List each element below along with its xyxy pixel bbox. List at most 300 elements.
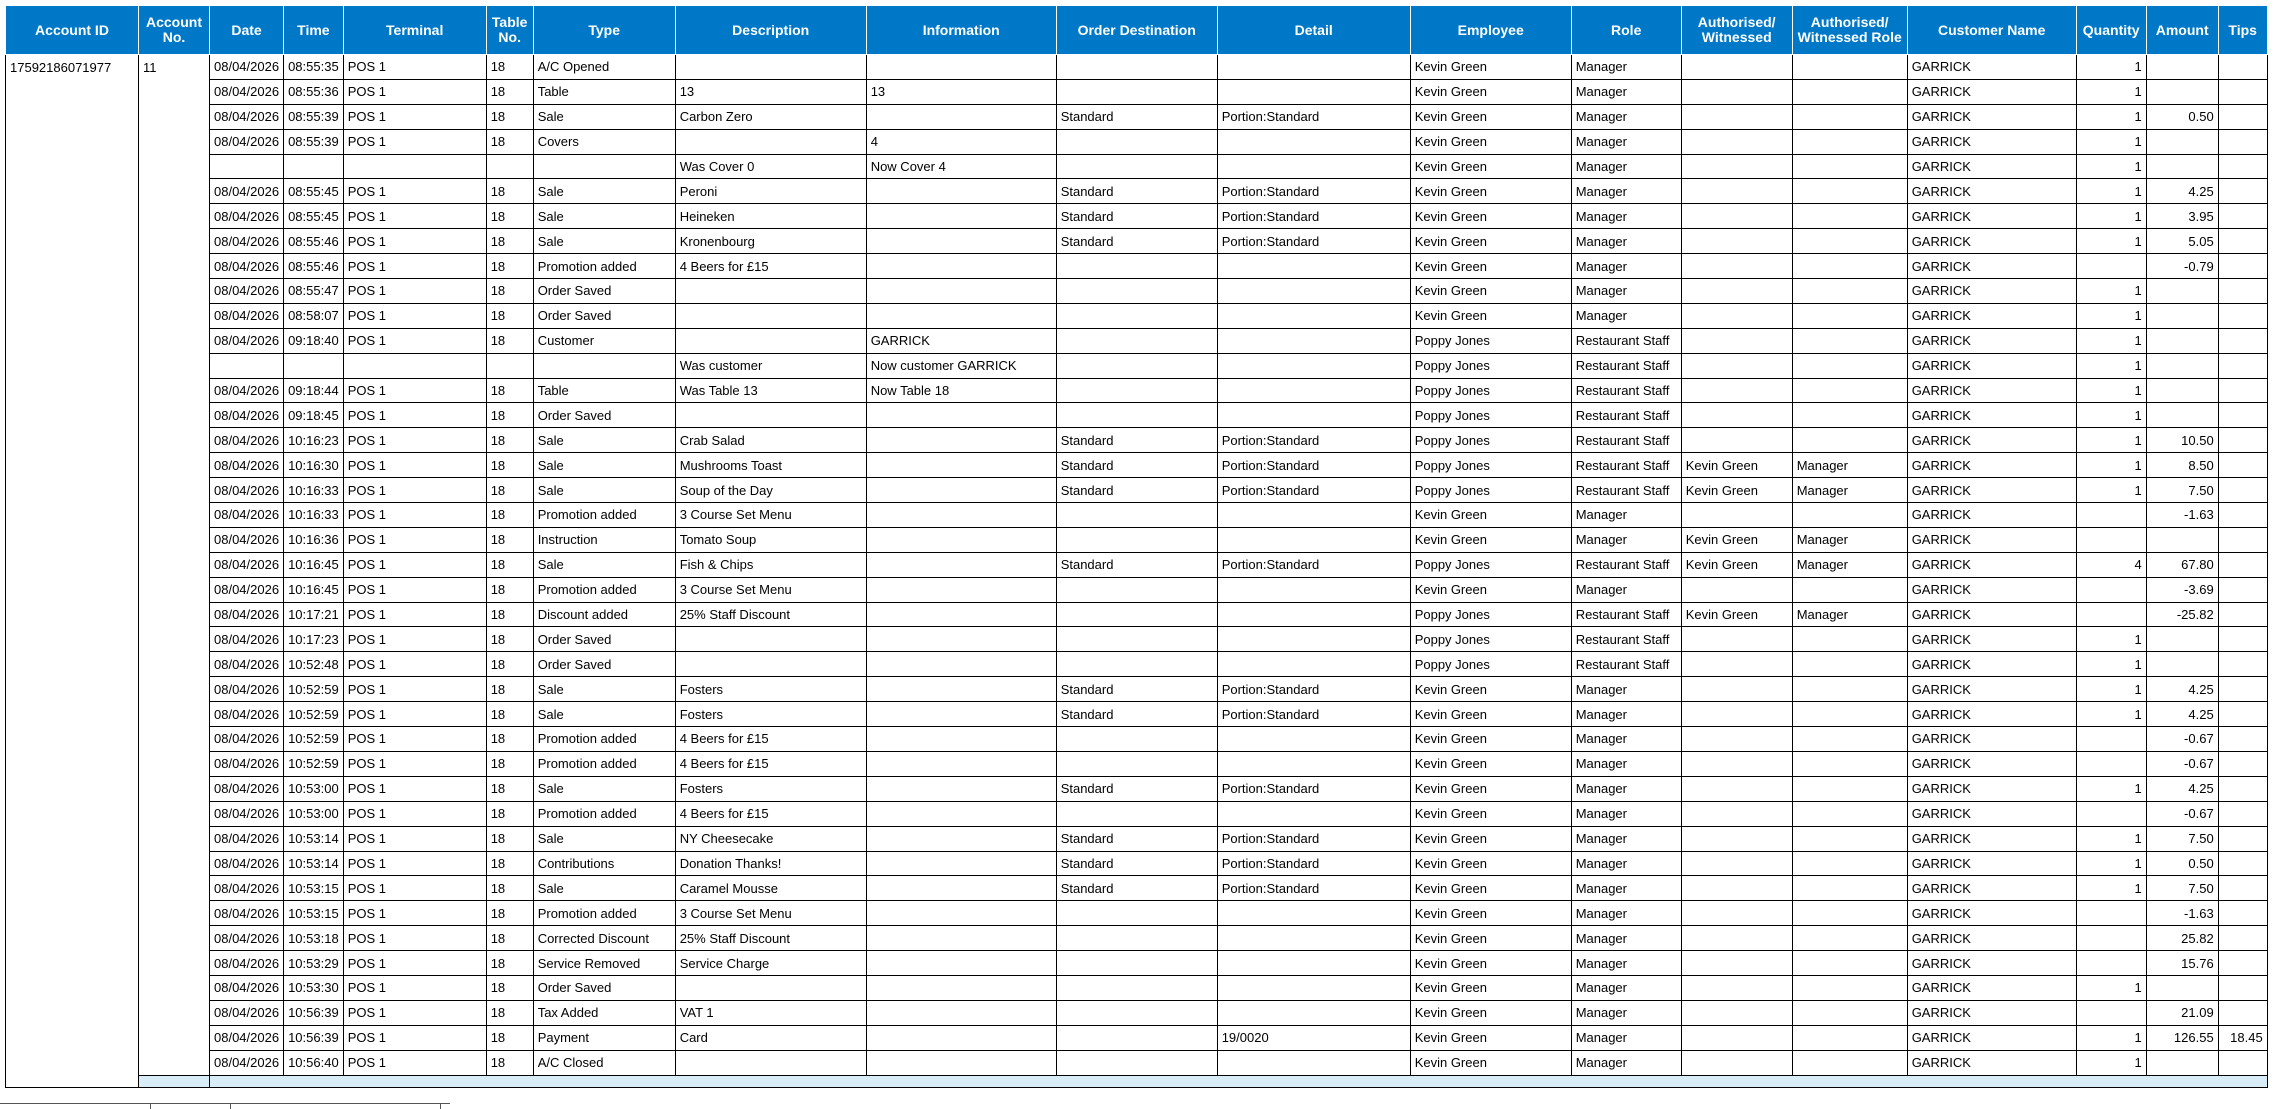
column-header[interactable]: Authorised/ Witnessed [1681, 6, 1792, 55]
table-cell: 08:55:47 [284, 279, 344, 304]
table-cell: 08/04/2026 [210, 727, 284, 752]
table-cell: 09:18:45 [284, 403, 344, 428]
table-row[interactable] [6, 702, 2268, 727]
table-row[interactable] [6, 951, 2268, 976]
column-header[interactable]: Information [866, 6, 1056, 55]
table-cell [2146, 403, 2218, 428]
table-row[interactable] [6, 751, 2268, 776]
table-cell [1056, 55, 1217, 80]
table-cell: Sale [533, 179, 675, 204]
table-row[interactable] [6, 55, 2268, 80]
table-cell: GARRICK [1907, 901, 2076, 926]
table-row[interactable] [6, 179, 2268, 204]
table-cell [1056, 577, 1217, 602]
table-cell: Portion:Standard [1217, 428, 1410, 453]
table-cell: 18 [486, 527, 533, 552]
table-row[interactable] [6, 79, 2268, 104]
table-row[interactable] [6, 602, 2268, 627]
table-cell: Portion:Standard [1217, 453, 1410, 478]
table-cell: 7.50 [2146, 826, 2218, 851]
table-cell: POS 1 [343, 104, 486, 129]
table-cell: GARRICK [1907, 254, 2076, 279]
table-cell: GARRICK [1907, 801, 2076, 826]
table-cell: 4.25 [2146, 179, 2218, 204]
table-cell [1681, 876, 1792, 901]
table-cell: 1 [2076, 876, 2146, 901]
table-row[interactable] [6, 901, 2268, 926]
table-cell: Heineken [675, 204, 866, 229]
table-cell: Portion:Standard [1217, 876, 1410, 901]
table-cell [2146, 652, 2218, 677]
table-cell: Kevin Green [1410, 527, 1571, 552]
table-cell: 18 [486, 951, 533, 976]
table-cell: GARRICK [1907, 602, 2076, 627]
table-cell [2146, 79, 2218, 104]
table-cell: 10:56:39 [284, 1025, 344, 1050]
table-cell: 18.45 [2218, 1025, 2267, 1050]
table-cell: Kevin Green [1410, 1025, 1571, 1050]
table-row[interactable] [6, 303, 2268, 328]
table-cell: Sale [533, 428, 675, 453]
table-cell: GARRICK [1907, 577, 2076, 602]
column-header[interactable]: Order Destination [1056, 6, 1217, 55]
table-cell [1681, 1025, 1792, 1050]
table-cell [675, 328, 866, 353]
table-row[interactable] [6, 1000, 2268, 1025]
table-row[interactable] [6, 478, 2268, 503]
table-cell [1792, 79, 1907, 104]
table-cell: Manager [1571, 677, 1681, 702]
footer-spacer [139, 1075, 210, 1087]
table-row[interactable] [6, 279, 2268, 304]
table-cell: 10:16:45 [284, 552, 344, 577]
table-cell: 08:55:35 [284, 55, 344, 80]
table-cell: 1 [2076, 652, 2146, 677]
table-cell: 08/04/2026 [210, 527, 284, 552]
table-cell [2218, 55, 2267, 80]
table-cell [1681, 826, 1792, 851]
table-cell: POS 1 [343, 79, 486, 104]
table-cell: 18 [486, 552, 533, 577]
table-cell [1681, 851, 1792, 876]
table-cell [1217, 79, 1410, 104]
table-cell: Standard [1056, 179, 1217, 204]
table-cell: Manager [1571, 104, 1681, 129]
table-cell [1681, 951, 1792, 976]
table-cell: POS 1 [343, 951, 486, 976]
table-cell: Kevin Green [1410, 55, 1571, 80]
column-header[interactable]: Detail [1217, 6, 1410, 55]
table-cell: 08:55:45 [284, 204, 344, 229]
table-cell [866, 254, 1056, 279]
table-cell: 08/04/2026 [210, 503, 284, 528]
table-cell: Was Cover 0 [675, 154, 866, 179]
table-cell: Manager [1792, 602, 1907, 627]
table-cell [1792, 901, 1907, 926]
table-cell: 4 Beers for £15 [675, 254, 866, 279]
table-cell: Kevin Green [1410, 926, 1571, 951]
table-cell: 1 [2076, 975, 2146, 1000]
table-cell [675, 403, 866, 428]
table-cell [2218, 254, 2267, 279]
table-cell [2218, 104, 2267, 129]
column-header[interactable]: Customer Name [1907, 6, 2076, 55]
table-cell: POS 1 [343, 702, 486, 727]
table-cell: 0.50 [2146, 851, 2218, 876]
table-cell: 18 [486, 453, 533, 478]
table-cell [2218, 229, 2267, 254]
table-cell: Manager [1571, 1050, 1681, 1075]
table-cell [2218, 801, 2267, 826]
table-cell: Kevin Green [1410, 901, 1571, 926]
table-cell [2218, 478, 2267, 503]
table-cell [1681, 627, 1792, 652]
table-cell [533, 353, 675, 378]
table-cell: Standard [1056, 851, 1217, 876]
table-cell [1056, 1025, 1217, 1050]
table-cell [866, 279, 1056, 304]
table-cell: Manager [1571, 303, 1681, 328]
table-row[interactable] [6, 926, 2268, 951]
table-cell [2076, 503, 2146, 528]
table-cell [2146, 279, 2218, 304]
table-cell [1681, 801, 1792, 826]
table-cell: Sale [533, 702, 675, 727]
table-cell [1792, 627, 1907, 652]
table-cell [2218, 776, 2267, 801]
table-cell: Tomato Soup [675, 527, 866, 552]
table-row[interactable] [6, 403, 2268, 428]
table-cell: POS 1 [343, 204, 486, 229]
table-cell: 10:16:23 [284, 428, 344, 453]
table-cell [1056, 975, 1217, 1000]
column-header[interactable]: Amount [2146, 6, 2218, 55]
table-cell: Mushrooms Toast [675, 453, 866, 478]
table-cell: 10:53:29 [284, 951, 344, 976]
column-header[interactable]: Type [533, 6, 675, 55]
table-cell [1217, 577, 1410, 602]
table-cell: Kevin Green [1410, 851, 1571, 876]
table-row[interactable] [6, 876, 2268, 901]
table-cell: Now Cover 4 [866, 154, 1056, 179]
table-row[interactable] [6, 552, 2268, 577]
table-cell [1681, 652, 1792, 677]
column-header[interactable]: Role [1571, 6, 1681, 55]
table-cell [2218, 652, 2267, 677]
table-row[interactable] [6, 577, 2268, 602]
table-cell [866, 951, 1056, 976]
table-cell: Kevin Green [1410, 1050, 1571, 1075]
table-cell: Kevin Green [1681, 552, 1792, 577]
table-cell [1217, 328, 1410, 353]
table-cell: 10:53:00 [284, 776, 344, 801]
table-row[interactable] [6, 229, 2268, 254]
table-cell [1792, 876, 1907, 901]
table-cell: GARRICK [1907, 552, 2076, 577]
table-row[interactable] [6, 353, 2268, 378]
table-cell: 4 [866, 129, 1056, 154]
table-cell: 08/04/2026 [210, 1000, 284, 1025]
table-cell: 1 [2076, 353, 2146, 378]
table-cell: 18 [486, 776, 533, 801]
table-cell: 08/04/2026 [210, 801, 284, 826]
table-cell [1056, 527, 1217, 552]
table-cell: Restaurant Staff [1571, 353, 1681, 378]
table-cell: 4 Beers for £15 [675, 801, 866, 826]
column-header[interactable]: Account ID [6, 6, 139, 55]
table-cell: Was customer [675, 353, 866, 378]
table-row[interactable] [6, 154, 2268, 179]
table-cell: 18 [486, 702, 533, 727]
table-row[interactable] [6, 527, 2268, 552]
table-cell [1792, 801, 1907, 826]
table-cell: Manager [1571, 279, 1681, 304]
table-cell [1681, 129, 1792, 154]
table-row[interactable] [6, 503, 2268, 528]
table-cell [1217, 353, 1410, 378]
table-cell: Poppy Jones [1410, 478, 1571, 503]
table-cell [1217, 279, 1410, 304]
table-row[interactable] [6, 801, 2268, 826]
table-cell: 10:16:33 [284, 503, 344, 528]
table-cell: GARRICK [1907, 727, 2076, 752]
table-cell: 1 [2076, 154, 2146, 179]
table-row[interactable] [6, 652, 2268, 677]
table-cell: Manager [1792, 453, 1907, 478]
table-cell [1217, 403, 1410, 428]
table-cell: POS 1 [343, 776, 486, 801]
table-row[interactable] [6, 453, 2268, 478]
table-cell [866, 975, 1056, 1000]
table-row[interactable] [6, 104, 2268, 129]
table-cell [866, 1000, 1056, 1025]
table-cell: 18 [486, 303, 533, 328]
table-cell: GARRICK [1907, 229, 2076, 254]
table-cell [1681, 503, 1792, 528]
table-cell: 08/04/2026 [210, 129, 284, 154]
table-cell [1217, 129, 1410, 154]
table-cell: GARRICK [1907, 104, 2076, 129]
table-cell: GARRICK [1907, 751, 2076, 776]
horizontal-scrollbar[interactable] [0, 1103, 450, 1109]
table-cell [1681, 328, 1792, 353]
table-cell [2218, 851, 2267, 876]
table-cell: Promotion added [533, 254, 675, 279]
table-cell: POS 1 [343, 926, 486, 951]
table-cell: 08/04/2026 [210, 627, 284, 652]
column-header[interactable]: Description [675, 6, 866, 55]
table-row[interactable] [6, 1025, 2268, 1050]
table-row[interactable] [6, 851, 2268, 876]
table-row[interactable] [6, 428, 2268, 453]
table-cell: Kevin Green [1410, 677, 1571, 702]
table-cell: Sale [533, 876, 675, 901]
table-cell: 3.95 [2146, 204, 2218, 229]
table-row[interactable] [6, 328, 2268, 353]
table-cell: 25% Staff Discount [675, 926, 866, 951]
table-cell [210, 353, 284, 378]
table-cell: Portion:Standard [1217, 478, 1410, 503]
table-row[interactable] [6, 826, 2268, 851]
table-cell: Kevin Green [1410, 254, 1571, 279]
column-header[interactable]: Employee [1410, 6, 1571, 55]
table-cell [675, 1050, 866, 1075]
table-cell [2218, 702, 2267, 727]
table-cell: Kevin Green [1410, 503, 1571, 528]
table-cell: GARRICK [1907, 876, 2076, 901]
table-cell: 1 [2076, 129, 2146, 154]
table-cell: GARRICK [1907, 154, 2076, 179]
table-cell: Caramel Mousse [675, 876, 866, 901]
column-header[interactable]: Time [284, 6, 344, 55]
table-cell: Manager [1571, 577, 1681, 602]
table-cell: Restaurant Staff [1571, 453, 1681, 478]
table-cell [2076, 751, 2146, 776]
table-cell [1792, 1050, 1907, 1075]
table-cell [533, 154, 675, 179]
table-cell [2076, 527, 2146, 552]
table-cell [1792, 702, 1907, 727]
table-cell: 18 [486, 104, 533, 129]
table-row[interactable] [6, 129, 2268, 154]
table-row[interactable] [6, 627, 2268, 652]
table-row[interactable] [6, 975, 2268, 1000]
table-cell: 13 [675, 79, 866, 104]
table-cell [866, 801, 1056, 826]
table-row[interactable] [6, 378, 2268, 403]
table-cell: Promotion added [533, 751, 675, 776]
table-cell: 126.55 [2146, 1025, 2218, 1050]
table-cell [1217, 727, 1410, 752]
table-cell [866, 428, 1056, 453]
account-id-cell: 17592186071977 [6, 55, 139, 1088]
table-row[interactable] [6, 776, 2268, 801]
table-cell: Standard [1056, 104, 1217, 129]
table-cell: Manager [1571, 129, 1681, 154]
table-cell: Manager [1571, 951, 1681, 976]
table-cell: 08/04/2026 [210, 702, 284, 727]
table-cell: Kevin Green [1410, 702, 1571, 727]
table-row[interactable] [6, 204, 2268, 229]
table-cell [2076, 901, 2146, 926]
table-cell: Standard [1056, 453, 1217, 478]
table-cell [1792, 154, 1907, 179]
column-header[interactable]: Authorised/ Witnessed Role [1792, 6, 1907, 55]
table-cell [2218, 926, 2267, 951]
column-header[interactable]: Account No. [139, 6, 210, 55]
table-cell: POS 1 [343, 279, 486, 304]
table-cell: Crab Salad [675, 428, 866, 453]
table-cell [1056, 901, 1217, 926]
table-cell: Manager [1571, 801, 1681, 826]
table-cell: Manager [1571, 901, 1681, 926]
table-cell: Portion:Standard [1217, 229, 1410, 254]
table-cell: 08/04/2026 [210, 577, 284, 602]
table-cell: GARRICK [1907, 503, 2076, 528]
table-cell [1217, 303, 1410, 328]
table-cell [1792, 279, 1907, 304]
column-header[interactable]: Table No. [486, 6, 533, 55]
table-cell [2076, 577, 2146, 602]
table-cell [1056, 951, 1217, 976]
table-cell: 1 [2076, 204, 2146, 229]
column-header[interactable]: Date [210, 6, 284, 55]
table-cell [284, 353, 344, 378]
column-header[interactable]: Terminal [343, 6, 486, 55]
table-cell: 18 [486, 229, 533, 254]
table-cell [866, 527, 1056, 552]
table-cell [866, 104, 1056, 129]
table-cell: 18 [486, 627, 533, 652]
table-row[interactable] [6, 1050, 2268, 1075]
table-cell: GARRICK [1907, 627, 2076, 652]
table-cell [2218, 503, 2267, 528]
table-cell: 18 [486, 652, 533, 677]
table-cell [866, 751, 1056, 776]
table-cell: Kevin Green [1410, 279, 1571, 304]
table-cell: -0.67 [2146, 751, 2218, 776]
table-cell [1056, 627, 1217, 652]
table-cell: 18 [486, 901, 533, 926]
table-cell: GARRICK [1907, 776, 2076, 801]
table-cell: 10:16:36 [284, 527, 344, 552]
table-cell [1217, 254, 1410, 279]
table-cell [2146, 129, 2218, 154]
table-cell: 08/04/2026 [210, 851, 284, 876]
column-header[interactable]: Quantity [2076, 6, 2146, 55]
table-cell: Portion:Standard [1217, 677, 1410, 702]
table-cell [866, 478, 1056, 503]
table-cell [2218, 951, 2267, 976]
table-cell [1056, 378, 1217, 403]
table-cell: Manager [1571, 826, 1681, 851]
table-row[interactable] [6, 727, 2268, 752]
table-cell: Card [675, 1025, 866, 1050]
table-cell: GARRICK [1907, 204, 2076, 229]
table-cell: Standard [1056, 826, 1217, 851]
table-cell: -0.79 [2146, 254, 2218, 279]
column-header[interactable]: Tips [2218, 6, 2267, 55]
table-cell: 18 [486, 677, 533, 702]
table-cell: 3 Course Set Menu [675, 901, 866, 926]
table-cell [2218, 378, 2267, 403]
table-cell: 08/04/2026 [210, 403, 284, 428]
table-row[interactable] [6, 677, 2268, 702]
table-cell: Kevin Green [1410, 776, 1571, 801]
table-cell: -0.67 [2146, 801, 2218, 826]
table-cell [675, 975, 866, 1000]
table-cell: Sale [533, 776, 675, 801]
table-cell: 18 [486, 876, 533, 901]
table-cell [1056, 254, 1217, 279]
table-cell [2146, 154, 2218, 179]
table-cell: 4 Beers for £15 [675, 727, 866, 752]
table-cell: POS 1 [343, 876, 486, 901]
table-cell [2218, 303, 2267, 328]
table-cell [1792, 677, 1907, 702]
table-cell: -0.67 [2146, 727, 2218, 752]
table-cell: 25.82 [2146, 926, 2218, 951]
table-cell: Was Table 13 [675, 378, 866, 403]
table-cell [1681, 204, 1792, 229]
table-row[interactable] [6, 254, 2268, 279]
table-cell: 08:55:46 [284, 254, 344, 279]
table-cell: Sale [533, 478, 675, 503]
table-cell [1681, 403, 1792, 428]
table-cell: 18 [486, 1050, 533, 1075]
table-cell [675, 279, 866, 304]
table-cell: 1 [2076, 627, 2146, 652]
